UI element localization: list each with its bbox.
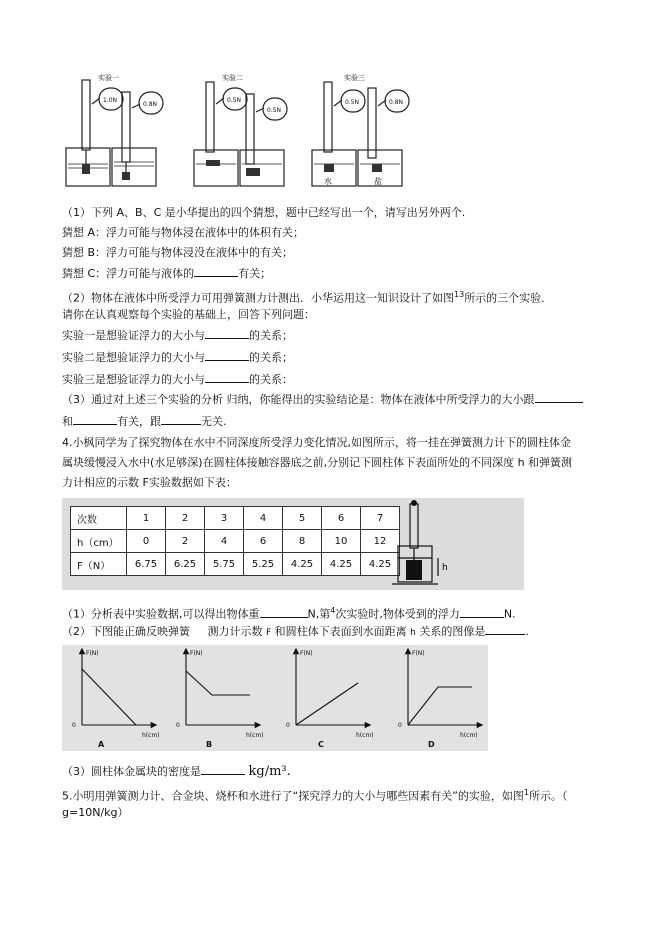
graph-d-y-axis: F(N) — [412, 650, 425, 657]
answer-blank[interactable] — [260, 607, 308, 618]
experiment-figure — [62, 68, 410, 190]
exp2-label: 实验二 — [222, 74, 243, 82]
answer-blank[interactable] — [161, 414, 201, 425]
answer-blank[interactable] — [485, 624, 525, 635]
graph-b-origin: 0 — [176, 722, 180, 729]
reading-1b: 0.8N — [143, 101, 158, 108]
reading-3b: 0.8N — [389, 99, 404, 106]
graph-c-label: C — [318, 740, 324, 749]
p4-line2: 属块缓慢浸入水中(水足够深)在圆柱体接触容器底之前,分别记下圆柱体下表面所处的不同深度 h 和弹簧测 — [62, 456, 573, 469]
graph-a-origin: 0 — [72, 722, 76, 729]
p4-sub2: （2）下图能正确反映弹簧 测力计示数 F 和圆柱体下表面到水面距离 h 关系的图像是 . — [62, 625, 529, 638]
q1-guess-c: 猜想 C：浮力可能与液体的 有关； — [62, 267, 272, 280]
q2-line4: 实验二是想验证浮力的大小与 的关系； — [62, 351, 293, 364]
graph-a-y-axis: F(N) — [86, 650, 99, 657]
answer-blank[interactable] — [460, 607, 504, 618]
cup-label-water: 水 — [324, 177, 332, 186]
reading-2a: 0.5N — [227, 97, 242, 104]
graph-b-label: B — [206, 740, 213, 749]
exp3-label: 实验三 — [344, 74, 365, 82]
reading-3a: 0.5N — [345, 99, 360, 106]
answer-blank[interactable] — [194, 266, 238, 277]
graph-d-origin: 0 — [398, 722, 402, 729]
graph-a-label: A — [98, 740, 105, 749]
answer-blank[interactable] — [205, 350, 249, 361]
cup-label-salt: 盐 — [374, 177, 382, 186]
answer-blank[interactable] — [535, 392, 583, 403]
table-row: 次数 1 2 3 4 5 6 7 — [71, 507, 400, 530]
q1-guess-a: 猜想 A：浮力可能与物体浸在液体中的体积有关； — [62, 226, 305, 239]
graph-c-y-axis: F(N) — [300, 650, 313, 657]
q1-line1: （1）下列 A、B、C 是小华提出的四个猜想，题中已经写出一个，请写出另外两个. — [62, 206, 466, 219]
answer-blank[interactable] — [205, 328, 249, 339]
q3-line2: 和 有关，跟 无关. — [62, 415, 227, 428]
q1-guess-b: 猜想 B：浮力可能与物体浸没在液体中的有关； — [62, 246, 294, 259]
reading-2b: 0.5N — [267, 107, 282, 114]
graph-options — [62, 645, 488, 751]
p5-line2: g=10N/kg） — [62, 806, 129, 819]
data-table — [70, 506, 400, 576]
cylinder-apparatus — [392, 498, 458, 590]
graph-b-y-axis: F(N) — [190, 650, 203, 657]
reading-1a: 1.0N — [103, 97, 118, 104]
q2-line5: 实验三是想验证浮力的大小与 的关系： — [62, 373, 293, 386]
answer-blank[interactable] — [201, 764, 245, 775]
graph-c-x-axis: h(cm) — [356, 732, 374, 739]
table-row: h（cm） 0 2 4 6 8 10 12 — [71, 530, 400, 553]
depth-label: h — [442, 563, 448, 573]
p4-sub1: （1）分析表中实验数据,可以得出物体重 N,第$^4$次实验时,物体受到的浮力 N. — [62, 606, 516, 621]
q2-line1: （2）物体在液体中所受浮力可用弹簧测力计测出．小华运用这一知识设计了如图$^{13}$所示的三个实验． — [62, 290, 553, 305]
answer-blank[interactable] — [205, 372, 249, 383]
q2-line2: 请你在认真观察每个实验的基础上，回答下列问题： — [62, 308, 315, 321]
q2-line3: 实验一是想验证浮力的大小与 的关系； — [62, 329, 293, 342]
graph-d-label: D — [428, 740, 435, 749]
exp1-label: 实验一 — [98, 74, 119, 82]
p5-line1: 5.小明用弹簧测力计、合金块、烧杯和水进行了“探究浮力的大小与哪些因素有关”的实验，如图$^1$所示。（ — [62, 788, 568, 803]
graph-c-origin: 0 — [286, 722, 290, 729]
p4-line1: 4.小枫同学为了探究物体在水中不同深度所受浮力变化情况,如图所示，将一挂在弹簧测力计下的圆柱体金 — [62, 436, 571, 449]
p4-line3: 力计相应的示数 F实验数据如下表： — [62, 476, 237, 489]
p4-sub3: （3）圆柱体金属块的密度是 kg/m³. — [62, 764, 291, 779]
graph-d-x-axis: h(cm) — [460, 732, 478, 739]
answer-blank[interactable] — [73, 414, 117, 425]
q3-line1: （3）通过对上述三个实验的分析 归纳，你能得出的实验结论是：物体在液体中所受浮力的大小跟 — [62, 392, 583, 407]
graph-a-x-axis: h(cm) — [142, 732, 160, 739]
graph-b-x-axis: h(cm) — [246, 732, 264, 739]
table-row: F（N） 6.75 6.25 5.75 5.25 4.25 4.25 4.25 — [71, 553, 400, 576]
